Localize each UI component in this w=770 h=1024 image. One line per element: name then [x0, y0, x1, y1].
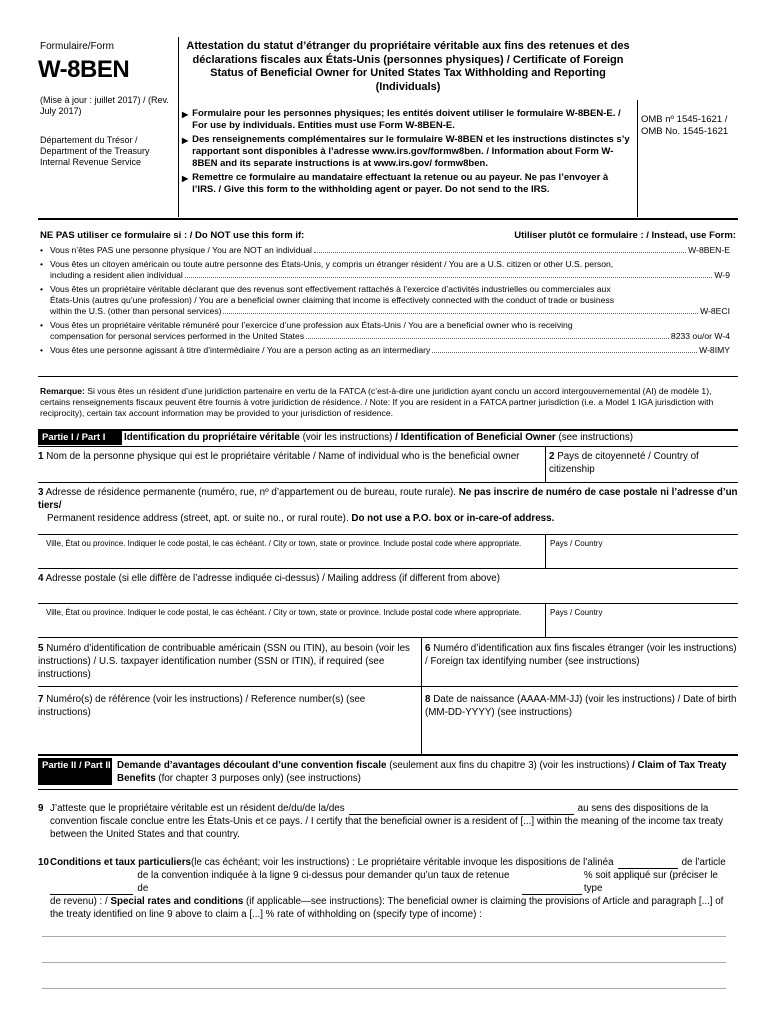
item-text: Vous êtes une personne agissant à titre d’intermédiaire / You are a person acting as an intermediary	[50, 345, 431, 355]
field4-bottom-rule	[38, 603, 738, 604]
field-6-number: 6	[425, 643, 431, 654]
field-3-residence-address[interactable]	[38, 486, 738, 530]
header-bullets	[182, 108, 634, 196]
field3-bottom-rule	[38, 534, 738, 535]
do-not-use-item: • Vous n’êtes PAS une personne physique / You are NOT an individual W-8BEN-E	[40, 245, 730, 255]
line-9-residence-certification	[38, 802, 738, 841]
list-bottom-rule	[38, 376, 738, 377]
do-not-use-item: • Vous êtes une personne agissant à titre d’intermédiaire / You are a person acting as an intermediary W-8IMY	[40, 345, 730, 355]
bullet-give-form	[182, 172, 634, 196]
omb-number: OMB nº 1545-1621 / OMB No. 1545-1621	[641, 114, 729, 137]
do-not-use-list	[40, 245, 730, 356]
field1-2-divider	[545, 446, 546, 482]
part1-title-fr: Identification du propriétaire véritable	[124, 432, 300, 443]
part1-tag: Partie I / Part I	[38, 430, 122, 445]
field-4-city[interactable]	[46, 608, 541, 634]
field-6-label: Numéro d’identification aux fins fiscales étranger (voir les instructions) / Foreign tax identifying number (see instructions)	[425, 643, 737, 667]
part2-title-rule	[38, 789, 738, 790]
do-not-use-item: • Vous êtes un propriétaire véritable déclarant que des revenus sont effectivement rattachés à l’exercice d’activités industrielles ou commerciales aux États-Unis (autres qu’une profession) / You are a beneficial owner claiming that income is effectively connected with the conduct of trade or business within the U.S. (other than personal services) W-8ECI	[40, 284, 730, 316]
field-4-label: Adresse postale (si elle diffère de l’adresse indiquée ci-dessus) / Mailing address (if different from above)	[45, 573, 500, 584]
item-form: W-8BEN-E	[688, 245, 730, 255]
item-text: compensation for personal services performed in the United States	[50, 331, 305, 341]
part2-tag: Partie II / Part II	[38, 758, 112, 785]
field5-bottom-rule	[38, 686, 738, 687]
part1-title-rule	[38, 446, 738, 447]
field-7-label: Numéro(s) de référence (voir les instructions) / Reference number(s) (see instructions)	[38, 694, 366, 718]
field-4-mailing-address[interactable]	[38, 572, 738, 600]
field-3-warning-fr: Ne pas inscrire de numéro de case postale ni l’adresse d’un tiers/	[38, 487, 738, 511]
city-bottom-rule	[38, 568, 738, 569]
item-text: Vous n’êtes PAS une personne physique / You are NOT an individual	[50, 245, 312, 255]
header-divider-right	[637, 100, 638, 217]
part1-title-note: (voir les instructions)	[299, 432, 396, 443]
field-3-country[interactable]	[550, 539, 735, 565]
field-4-country[interactable]	[550, 608, 735, 634]
field-1-label: Nom de la personne physique qui est le propriétaire véritable / Name of individual who is the beneficial owner	[46, 451, 520, 462]
item-text: Vous êtes un citoyen américain ou toute autre personne des États-Unis, y compris un étranger résident / You are a U.S. citizen or other U.S. person,	[50, 259, 614, 269]
line-10-special-rates	[38, 856, 738, 921]
city-label: Ville, État ou province. Indiquer le code postal, le cas échéant. / City or town, state or province. Include postal code where appropriate.	[46, 539, 522, 548]
field-5-us-tin[interactable]	[38, 642, 413, 684]
field-2-label: Pays de citoyenneté / Country of citizenship	[549, 451, 699, 475]
form-label: Formulaire/Form	[40, 41, 114, 52]
line-10-rate-field[interactable]	[522, 885, 582, 895]
field7-8-divider	[421, 686, 422, 754]
part2-title-en: / Claim of Tax Treaty Benefits	[117, 760, 727, 784]
line-10-text-a: (le cas échéant; voir les instructions) : Le propriétaire véritable invoque les dispositions de l’alinéa	[191, 857, 614, 868]
city2-label: Ville, État ou province. Indiquer le code postal, le cas échéant. / City or town, state or province. Include postal code where appropriate.	[46, 608, 522, 617]
line-9-text-c: convention fiscale conclue entre les États-Unis et ce pays. / I certify that the beneficial owner is a resident of [...] within the meaning of the income tax treaty between the United States and that country.	[50, 816, 724, 840]
bullet-text: Formulaire pour les personnes physiques; les entités doivent utiliser le formulaire W-8BEN-E. / For use by individuals. Entities must use Form W-8BEN-E.	[192, 108, 621, 131]
field-2-number: 2	[549, 451, 555, 462]
city-country-divider	[545, 534, 546, 568]
bullet-entities	[182, 108, 634, 132]
income-type-line-2[interactable]	[42, 962, 726, 963]
part1-title-en: / Identification of Beneficial Owner	[395, 432, 556, 443]
income-type-line-1[interactable]	[42, 936, 726, 937]
part2-title-note: (seulement aux fins du chapitre 3) (voir les instructions)	[386, 760, 633, 771]
line-9-country-field[interactable]	[349, 805, 574, 815]
field-7-reference-number[interactable]	[38, 693, 413, 751]
item-form: W-8ECI	[700, 306, 730, 316]
city2-country2-divider	[545, 603, 546, 637]
field1-bottom-rule	[38, 482, 738, 483]
part1-title-note2: (see instructions)	[555, 432, 634, 443]
field-3-label-fr: Adresse de résidence permanente (numéro, rue, nº d’appartement ou de bureau, route rurale).	[45, 487, 459, 498]
do-not-use-item: • Vous êtes un citoyen américain ou toute autre personne des États-Unis, y compris un étranger résident / You are a U.S. citizen or other U.S. person, including a resident alien individual W-9	[40, 259, 730, 280]
line-10-paragraph-field[interactable]	[618, 859, 678, 869]
field-2-citizenship[interactable]	[549, 450, 739, 480]
field-5-number: 5	[38, 643, 44, 654]
part2-title	[117, 759, 737, 785]
field-7-number: 7	[38, 694, 44, 705]
field-1-number: 1	[38, 451, 44, 462]
part2-top-rule	[38, 754, 738, 756]
line-10-text-e: de revenu) : /	[50, 896, 111, 907]
remark-label: Remarque:	[40, 386, 85, 396]
bullet-text: Des renseignements complémentaires sur le formulaire W-8BEN et les instructions distinctes s’y rapportant sont disponibles à l’adresse www.irs.gov/formw8ben. / Information about Form W-8BEN and its separate instructions is at www.irs.gov/ formw8ben.	[192, 134, 630, 169]
country-label: Pays / Country	[550, 539, 603, 548]
part1-title	[124, 431, 633, 444]
field-6-foreign-tin[interactable]	[425, 642, 737, 684]
field-3-label-en: Permanent residence address (street, apt. or suite no., or rural route).	[47, 513, 352, 524]
field-5-label: Numéro d’identification de contribuable américain (SSN ou ITIN), au besoin (voir les instructions) / U.S. taxpayer identification number (SSN or ITIN), if required (see instructions)	[38, 643, 410, 680]
line-10-text-b: de l’article	[681, 857, 726, 868]
part2-title-fr: Demande d’avantages découlant d’une convention fiscale	[117, 760, 387, 771]
field-3-number: 3	[38, 487, 44, 498]
field-8-number: 8	[425, 694, 431, 705]
do-not-use-item: • Vous êtes un propriétaire véritable rémunéré pour l’exercice d’une profession aux États-Unis / You are a beneficial owner who is receiving compensation for personal services performed in the United States 8233 ou/or W-4	[40, 320, 730, 341]
field-8-date-of-birth[interactable]	[425, 693, 737, 751]
country2-label: Pays / Country	[550, 608, 603, 617]
do-not-use-heading: NE PAS utiliser ce formulaire si : / Do NOT use this form if:	[40, 230, 305, 241]
item-text: États-Unis (autres qu’une profession) / You are a beneficial owner claiming that income is effectively connected with the conduct of trade or business	[50, 295, 614, 305]
remark	[40, 386, 736, 419]
item-text: within the U.S. (other than personal services)	[50, 306, 222, 316]
header-divider-left	[178, 37, 179, 217]
line-10-article-field[interactable]	[50, 885, 133, 895]
bullet-arrow-icon: ▶	[182, 136, 189, 145]
line-10-text-d: % soit appliqué sur (préciser le type	[583, 870, 718, 894]
bullet-arrow-icon: ▶	[182, 174, 189, 183]
item-form: W-8IMY	[699, 345, 730, 355]
bullet-information	[182, 134, 634, 170]
form-title: Attestation du statut d’étranger du propriétaire véritable aux fins des retenues et des déclarations fiscales aux États-Unis (personnes physiques) / Certificate of Foreign Status of Beneficial Owner for United States Tax Withholding and Reporting (Individuals)	[186, 40, 630, 93]
line-9-number: 9	[38, 803, 44, 814]
department-label: Département du Trésor / Department of the Treasury Internal Revenue Service	[40, 135, 150, 167]
field-1-name[interactable]	[38, 450, 538, 480]
item-text: Vous êtes un propriétaire véritable déclarant que des revenus sont effectivement rattachés à l’exercice d’activités industrielles ou commerciales aux	[50, 284, 611, 294]
bullet-text: Remettre ce formulaire au mandataire effectuant la retenue ou au payeur. Ne pas l’envoyer à l’IRS. / Give this form to the withholding agent or payer. Do not send to the IRS.	[192, 172, 609, 195]
line-9-text-b: au sens des dispositions de la	[577, 803, 709, 814]
city2-bottom-rule	[38, 637, 738, 638]
field5-6-divider	[421, 637, 422, 686]
field-3-city[interactable]	[46, 539, 541, 565]
remark-text: Si vous êtes un résident d’une juridiction partenaire en vertu de la FATCA (c’est-à-dire une juridiction ayant conclu un accord intergouvernemental (AI) de modèle 1), certains renseignements fiscaux peuvent être fournis à votre juridiction de résidence. / Note: If you are resident in a FATCA partner jurisdiction (i.e. a Model 1 IGA jurisdiction with reciprocity), certain tax account information may be provided to your jurisdiction of residence.	[40, 386, 714, 418]
item-text: including a resident alien individual	[50, 270, 183, 280]
item-form: W-9	[714, 270, 730, 280]
field-8-label: Date de naissance (AAAA-MM-JJ) (voir les instructions) / Date of birth (MM-DD-YYYY) (see instructions)	[425, 694, 737, 718]
header-bottom-rule	[38, 218, 738, 220]
part2-title-note2: (for chapter 3 purposes only) (see instructions)	[155, 773, 361, 784]
line-9-text-a: J’atteste que le propriétaire véritable est un résident de/du/de la/des	[50, 803, 345, 814]
bullet-arrow-icon: ▶	[182, 110, 189, 119]
line-10-number: 10	[38, 857, 49, 868]
field-4-number: 4	[38, 573, 44, 584]
instead-use-heading: Utiliser plutôt ce formulaire : / Instead, use Form:	[514, 230, 736, 241]
item-text: Vous êtes un propriétaire véritable rémunéré pour l’exercice d’une profession aux États-Unis / You are a beneficial owner who is receiving	[50, 320, 573, 330]
form-number: W-8BEN	[38, 56, 130, 83]
line-10-text-c: de la convention indiquée à la ligne 9 ci-dessus pour demander qu’un taux de retenue de	[137, 870, 510, 894]
item-form: 8233 ou/or W-4	[670, 331, 730, 341]
line-10-title: Conditions et taux particuliers	[50, 857, 191, 868]
form-revision: (Mise à jour : juillet 2017) / (Rev. July 2017)	[40, 95, 169, 116]
income-type-line-3[interactable]	[42, 988, 726, 989]
field-3-warning-en: Do not use a P.O. box or in-care-of address.	[351, 513, 555, 524]
line-10-title-en: Special rates and conditions	[110, 896, 244, 907]
line-10-text-g: (if applicable—see instructions): The beneficial owner is claiming the provisions of Article and paragraph [...] of the treaty identified on line 9 above to claim a [...] % rate of withholding on (specify type of income) :	[50, 896, 724, 920]
